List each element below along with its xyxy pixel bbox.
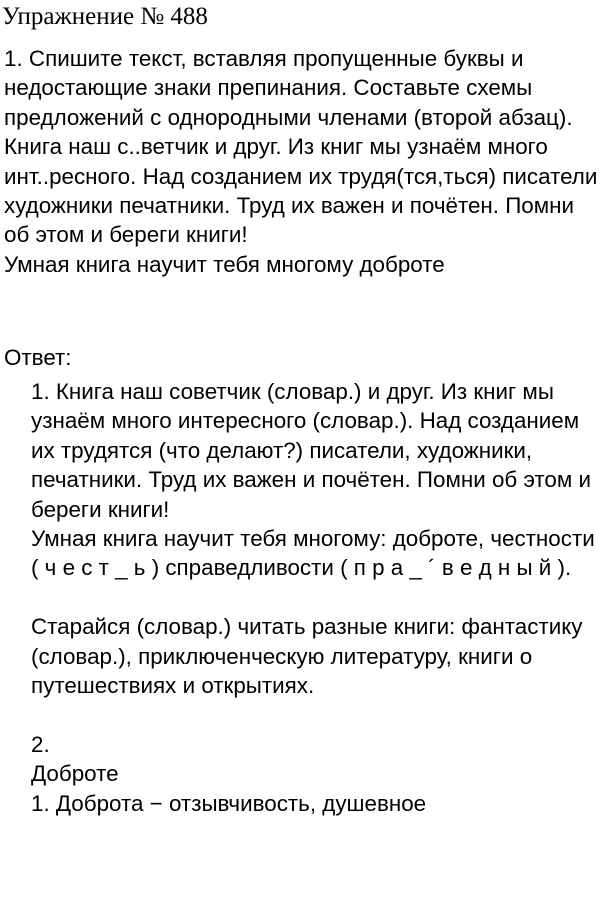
blank-line [31,583,597,612]
answer-block [31,377,597,818]
task-paragraph-2: Умная книга научит тебя многому доброте [4,251,445,277]
task-block [4,44,598,279]
answer-part2-word: Доброте [31,761,119,787]
task-paragraph-1: Книга наш с..ветчик и друг. Из книг мы узнаём много инт..ресного. Над созданием их трудя(тся,ться) писатели художники печатники. Труд их важен и почётен. Помни об этом и береги книги! [4,134,598,248]
answer-part1-line2: Умная книга научит тебя многому: доброте, честности ( ч е с т _ ь ) справедливости ( п р а _ ´ в е д н ы й ). [31,526,595,581]
answer-part2-number: 2. [31,731,50,757]
answer-part1-line3: Старайся (словар.) читать разные книги: фантастику (словар.), приключенческую литературу, книги о путешествиях и открытиях. [31,614,583,699]
task-instruction: 1. Спишите текст, вставляя пропущенные буквы и недостающие знаки препинания. Составьте схемы предложений с однородными членами (второй абзац). [4,46,573,130]
answer-label: Ответ: [4,345,72,370]
answer-part2-definition: 1. Доброта − отзывчивость, душевное [31,790,427,816]
exercise-title: Упражнение № 488 [2,3,208,30]
blank-line [31,700,597,729]
answer-part1-text: 1. Книга наш советчик (словар.) и друг. Из книг мы узнаём много интересного (словар.). Над созданием их трудятся (что делают?) писатели, художники, печатники. Труд их важен и почётен. Помни об этом и береги книги! [31,379,591,522]
